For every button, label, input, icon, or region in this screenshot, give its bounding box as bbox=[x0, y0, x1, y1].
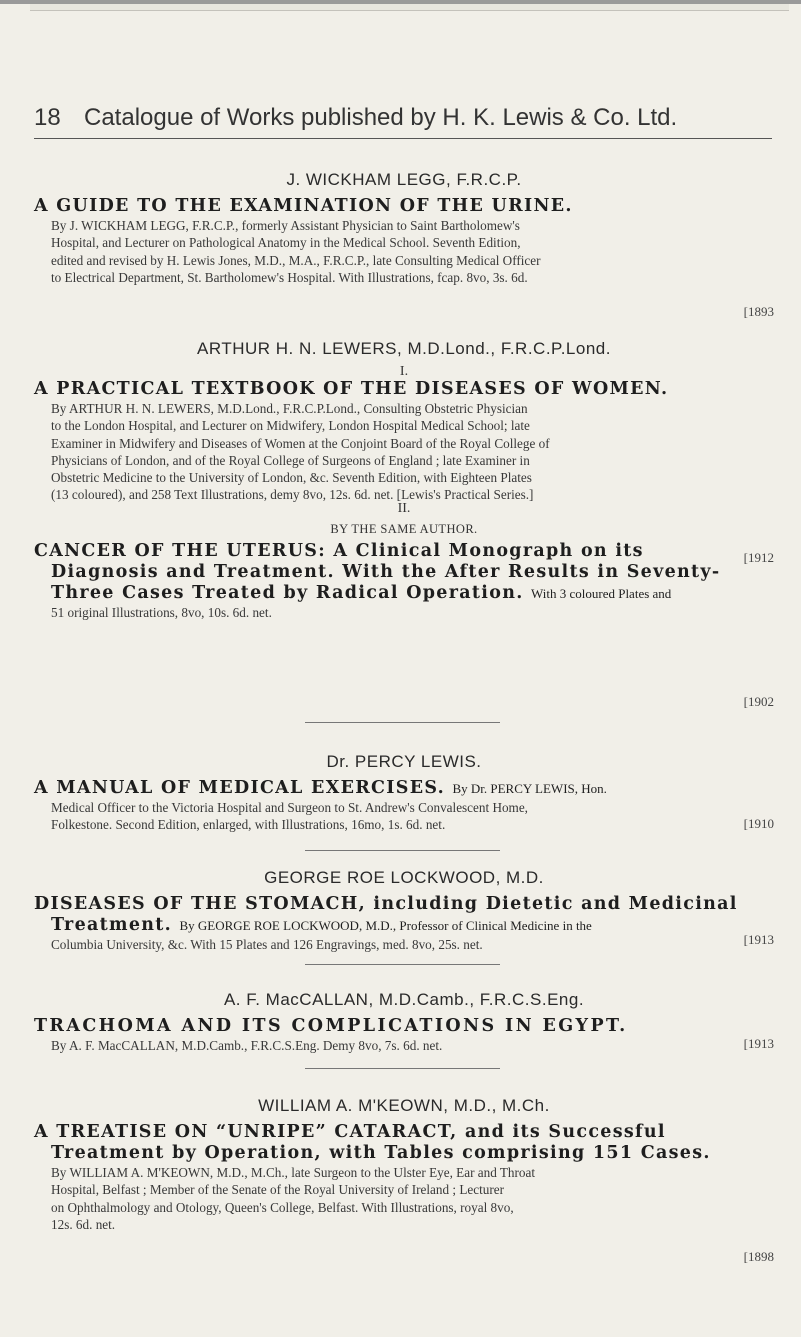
header-rule bbox=[34, 138, 772, 139]
entry-divider bbox=[305, 722, 500, 723]
book-title-line1: DISEASES OF THE STOMACH, including Dietetic and Medicinal bbox=[34, 894, 738, 914]
book-description bbox=[34, 400, 774, 504]
book-title-line1: A TREATISE ON “UNRIPE” CATARACT, and its Successful bbox=[34, 1122, 666, 1142]
entry-lewers bbox=[34, 339, 774, 709]
entry-mkeown bbox=[34, 1096, 774, 1264]
book-description-2 bbox=[34, 604, 774, 621]
book-title-tail: By GEORGE ROE LOCKWOOD, M.D., Professor of Clinical Medicine in the bbox=[179, 918, 592, 933]
part-numeral: I. bbox=[399, 364, 409, 379]
top-edge-band bbox=[30, 4, 789, 11]
book-description bbox=[34, 799, 774, 834]
running-title: Catalogue of Works published by H. K. Lewis & Co. Ltd. bbox=[84, 104, 678, 131]
book-title-tail: By Dr. PERCY LEWIS, Hon. bbox=[452, 781, 607, 796]
author-heading: Dr. PERCY LEWIS. bbox=[326, 752, 482, 771]
book-title-line2-text: Treatment. bbox=[51, 915, 173, 935]
desc-line: Examiner in Midwifery and Diseases of Women at the Conjoint Board of the Royal College of bbox=[51, 435, 550, 451]
book-title: TRACHOMA AND ITS COMPLICATIONS IN EGYPT. bbox=[34, 1016, 628, 1036]
book-description bbox=[34, 217, 774, 286]
author-heading: J. WICKHAM LEGG, F.R.C.P. bbox=[286, 170, 522, 189]
desc-line: By J. WICKHAM LEGG, F.R.C.P., formerly Assistant Physician to Saint Bartholomew's bbox=[51, 218, 520, 233]
entry-lockwood bbox=[34, 868, 774, 953]
author-heading: A. F. MacCALLAN, M.D.Camb., F.R.C.S.Eng. bbox=[223, 990, 585, 1009]
publication-year: [1913 bbox=[743, 932, 774, 947]
desc-line: (13 coloured), and 258 Text Illustrations, demy 8vo, 12s. 6d. net. [Lewis's Practical Series.] bbox=[51, 487, 534, 503]
entry-divider bbox=[305, 964, 500, 965]
publication-year: [1898 bbox=[743, 1249, 774, 1264]
entry-legg bbox=[34, 170, 774, 319]
desc-line: to Electrical Department, St. Bartholomew's Hospital. With Illustrations, fcap. 8vo, 3s. 6d. bbox=[51, 269, 528, 285]
desc-line: Physicians of London, and of the Royal College of Surgeons of England ; late Examiner in bbox=[51, 452, 530, 468]
publication-year-2: [1902 bbox=[743, 694, 774, 709]
desc-line: Medical Officer to the Victoria Hospital and Surgeon to St. Andrew's Convalescent Home, bbox=[51, 800, 528, 815]
book-title-2-line3 bbox=[34, 583, 774, 604]
desc-line: to the London Hospital, and Lecturer on Midwifery, London Hospital Medical School; late bbox=[51, 418, 530, 434]
author-heading: GEORGE ROE LOCKWOOD, M.D. bbox=[264, 868, 544, 887]
entry-divider bbox=[305, 850, 500, 851]
part-numeral: II. bbox=[397, 500, 411, 516]
desc-line: Hospital, Belfast ; Member of the Senate of the Royal University of Ireland ; Lecturer bbox=[51, 1182, 504, 1198]
desc-line: Folkestone. Second Edition, enlarged, with Illustrations, 16mo, 1s. 6d. net. bbox=[51, 817, 446, 833]
publication-year: [1910 bbox=[743, 816, 774, 831]
book-title bbox=[34, 778, 774, 799]
desc-line: on Ophthalmology and Otology, Queen's College, Belfast. With Illustrations, royal 8vo, bbox=[51, 1199, 514, 1215]
desc-line: Hospital, and Lecturer on Pathological Anatomy in the Medical School. Seventh Edition, bbox=[51, 235, 521, 251]
book-title: A GUIDE TO THE EXAMINATION OF THE URINE. bbox=[34, 196, 573, 216]
desc-line: edited and revised by H. Lewis Jones, M.D., M.A., F.R.C.P., late Consulting Medical Officer bbox=[51, 252, 541, 268]
page-number: 18 bbox=[34, 104, 61, 131]
book-title-text: A MANUAL OF MEDICAL EXERCISES. bbox=[34, 778, 446, 798]
desc-line: By A. F. MacCALLAN, M.D.Camb., F.R.C.S.Eng. Demy 8vo, 7s. 6d. net. bbox=[51, 1038, 443, 1053]
publication-year: [1913 bbox=[743, 1036, 774, 1051]
entry-divider bbox=[305, 1068, 500, 1069]
desc-line: By ARTHUR H. N. LEWERS, M.D.Lond., F.R.C.P.Lond., Consulting Obstetric Physician bbox=[51, 401, 528, 416]
desc-line: Obstetric Medicine to the University of London, &c. Seventh Edition, with Eighteen Plates bbox=[51, 470, 532, 486]
book-description bbox=[34, 936, 774, 953]
book-title-2-tail: With 3 coloured Plates and bbox=[531, 585, 672, 601]
book-title-line2: Treatment by Operation, with Tables comprising 151 Cases. bbox=[51, 1143, 711, 1163]
book-title-line2 bbox=[34, 915, 774, 936]
book-title: A PRACTICAL TEXTBOOK OF THE DISEASES OF WOMEN. bbox=[34, 379, 669, 399]
book-description bbox=[34, 1164, 774, 1233]
desc-line: Columbia University, &c. With 15 Plates and 126 Engravings, med. 8vo, 25s. net. bbox=[51, 937, 483, 952]
desc-line: By WILLIAM A. M'KEOWN, M.D., M.Ch., late Surgeon to the Ulster Eye, Ear and Throat bbox=[51, 1165, 536, 1180]
publication-year: [1912 bbox=[743, 550, 774, 565]
entry-percy-lewis bbox=[34, 752, 774, 834]
same-author-note: BY THE SAME AUTHOR. bbox=[330, 521, 478, 536]
book-title-2-line1: CANCER OF THE UTERUS: A Clinical Monograph on its bbox=[34, 540, 644, 561]
entry-maccallan bbox=[34, 990, 774, 1054]
book-description bbox=[34, 1037, 774, 1054]
book-title-2-line3-text: Three Cases Treated by Radical Operation. bbox=[51, 582, 524, 603]
desc-line: 51 original Illustrations, 8vo, 10s. 6d. net. bbox=[51, 604, 272, 620]
author-heading: WILLIAM A. M'KEOWN, M.D., M.Ch. bbox=[258, 1096, 550, 1115]
book-title-2-line2: Diagnosis and Treatment. With the After Results in Seventy- bbox=[51, 561, 721, 582]
publication-year: [1893 bbox=[743, 304, 774, 319]
author-heading: ARTHUR H. N. LEWERS, M.D.Lond., F.R.C.P.Lond. bbox=[197, 339, 611, 358]
desc-line: 12s. 6d. net. bbox=[51, 1216, 116, 1232]
